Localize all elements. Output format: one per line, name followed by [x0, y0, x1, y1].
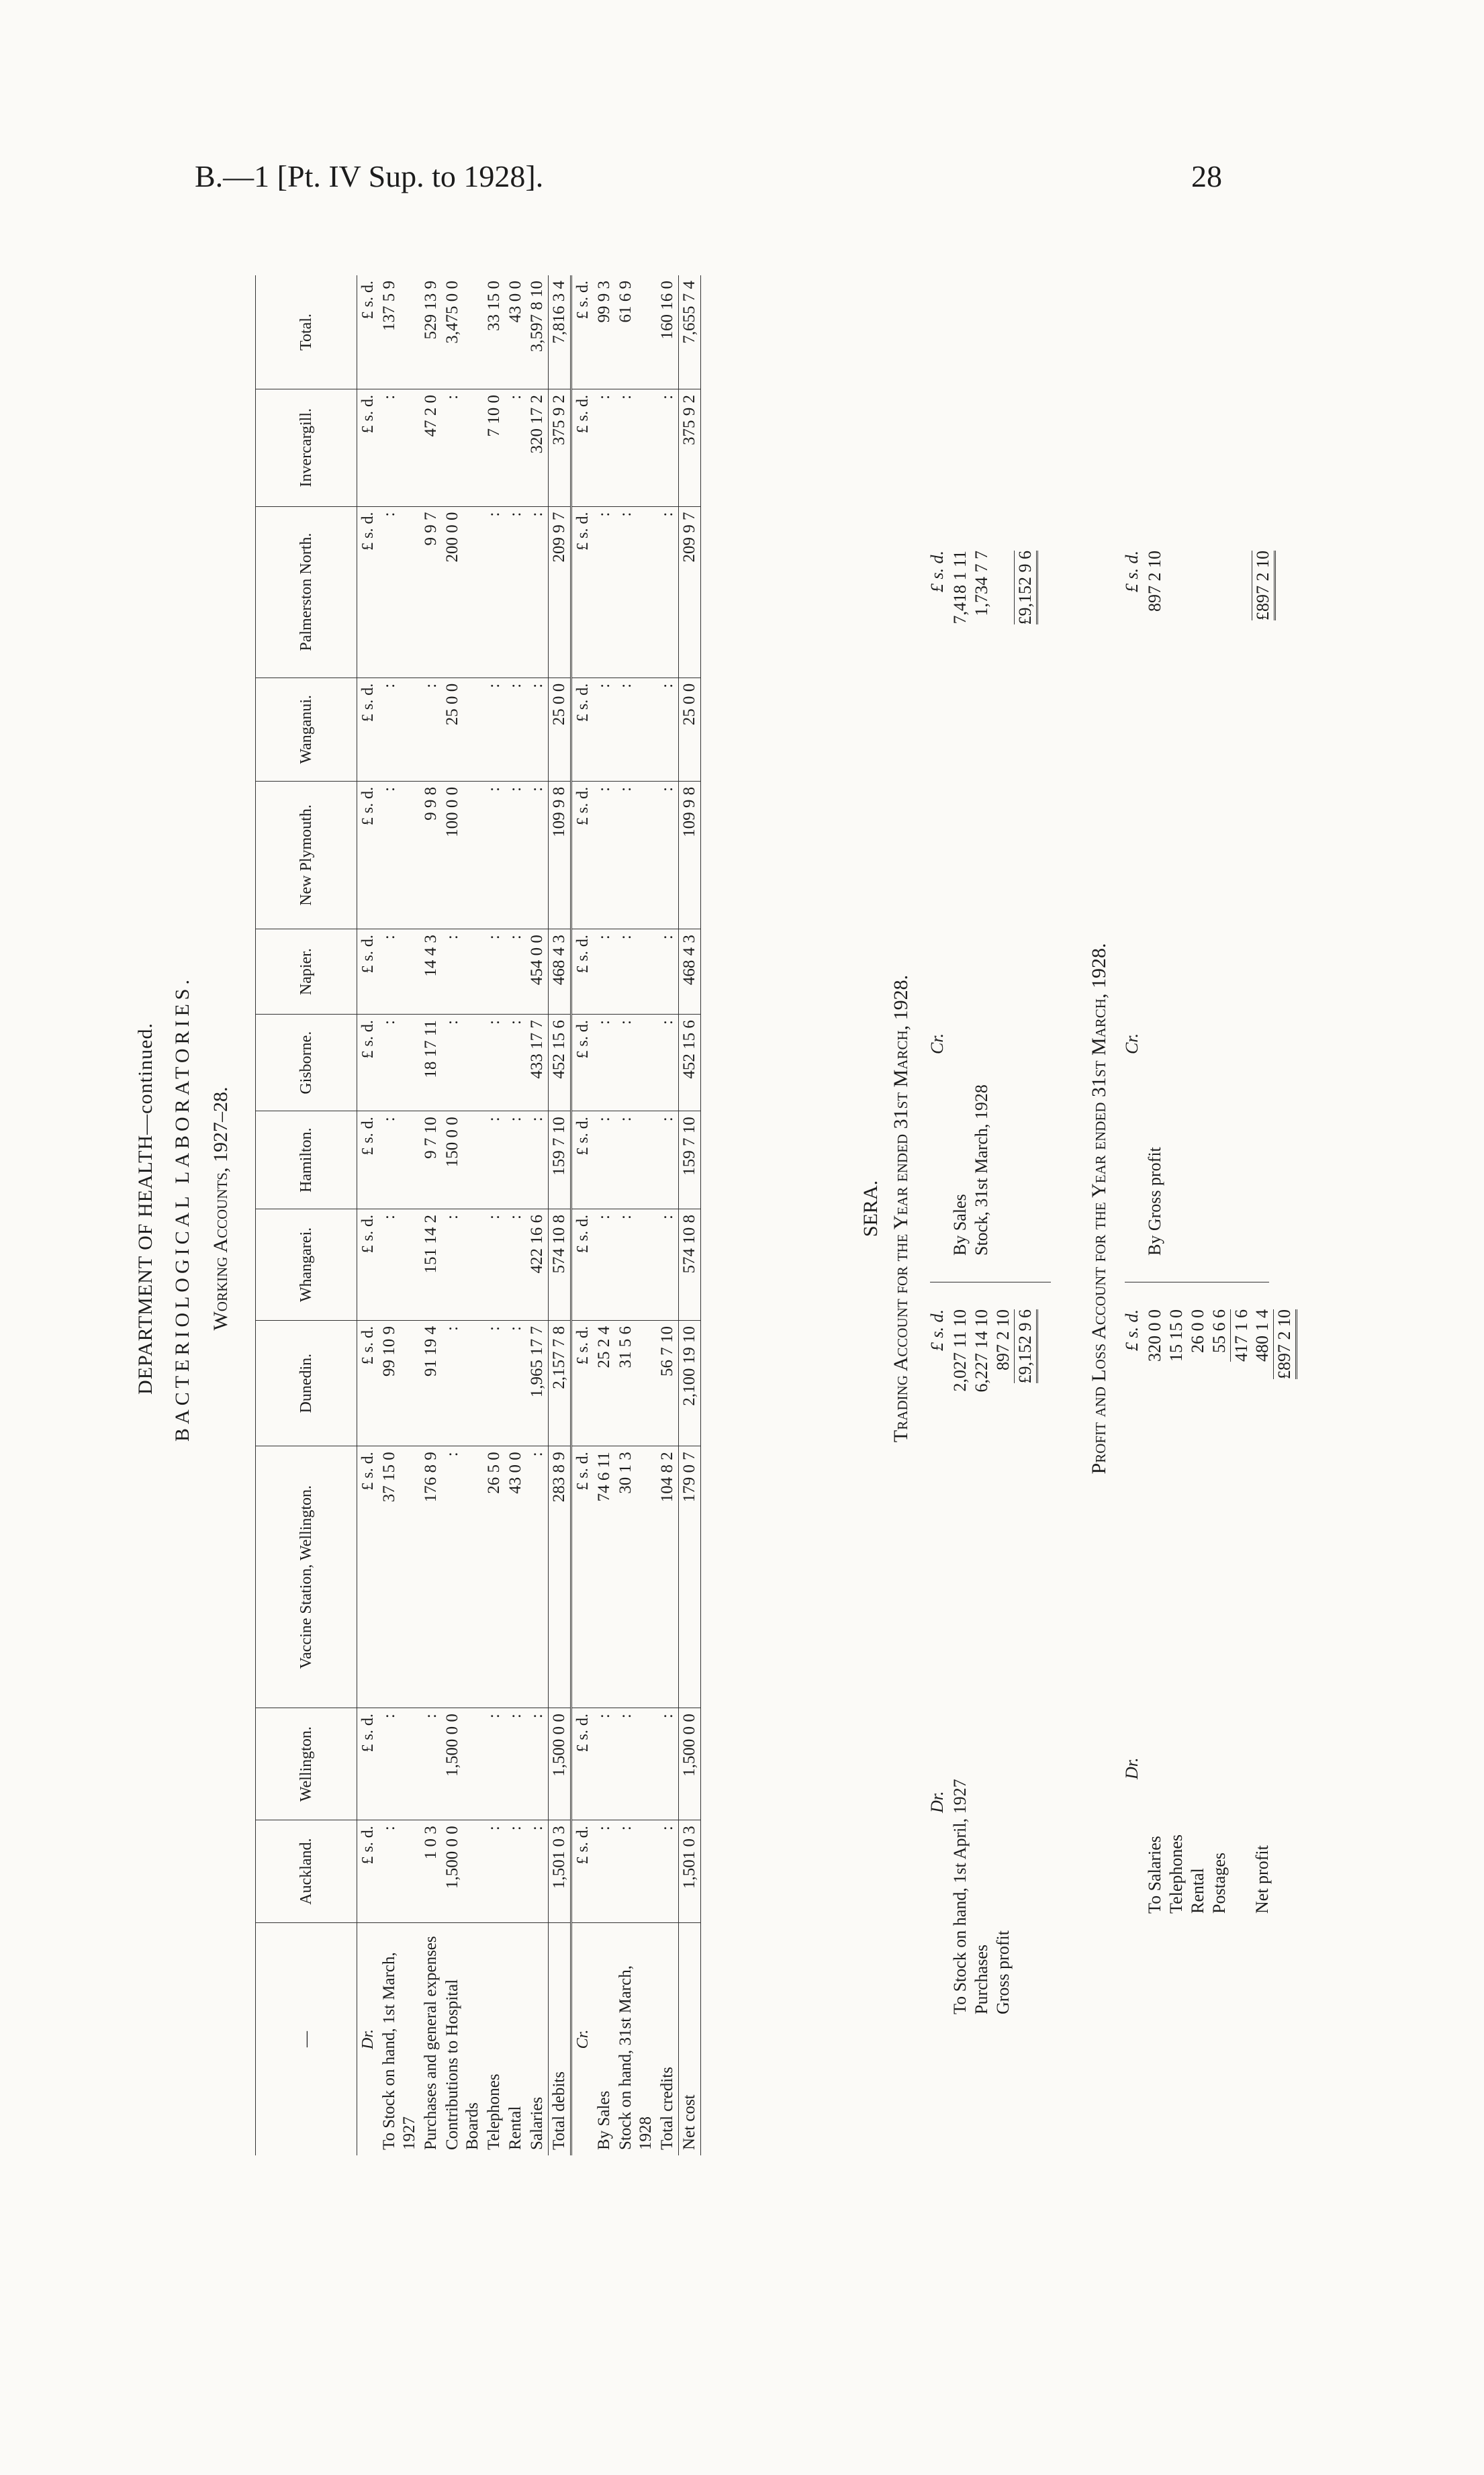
table-cell: :	[505, 1111, 526, 1209]
row-label: Net cost	[679, 1923, 701, 2156]
account-line-label: Rental	[1188, 1868, 1207, 1914]
trading-dr-label: Dr.	[927, 1791, 947, 1813]
account-line	[949, 551, 971, 1256]
table-cell: :	[420, 678, 442, 781]
table-cell: :	[594, 1209, 615, 1321]
table-row	[571, 275, 594, 2155]
pl-dr-subtotal: 417 1 6	[1232, 1309, 1251, 1362]
table-cell: :	[442, 1209, 483, 1321]
table-cell: 375 9 2	[679, 389, 701, 506]
table-cell: 100 0 0	[442, 781, 483, 929]
table-cell: :	[379, 389, 420, 506]
table-cell: £ s. d.	[357, 1111, 379, 1209]
row-label: Contributions to Hospital Boards	[443, 1979, 481, 2150]
table-cell: :	[594, 1708, 615, 1820]
table-cell: 3,597 8 10	[526, 275, 549, 389]
table-cell: :	[442, 1320, 483, 1446]
table-cell: 18 17 11	[420, 1015, 442, 1111]
table-cell: £ s. d.	[571, 929, 594, 1015]
table-cell: £ s. d.	[357, 929, 379, 1015]
table-cell: :	[483, 1111, 505, 1209]
table-cell: :	[526, 1446, 549, 1708]
row-label: Total credits	[658, 2067, 676, 2150]
table-row	[549, 275, 571, 2155]
table-cell: 14 4 3	[420, 929, 442, 1015]
column-header: Invercargill.	[256, 389, 357, 506]
table-cell: :	[379, 1708, 420, 1820]
column-header: Hamilton.	[256, 1111, 357, 1209]
table-cell: :	[594, 678, 615, 781]
table-cell: 30 1 3	[615, 1446, 657, 1708]
table-cell: 1,965 17 7	[526, 1320, 549, 1446]
table-cell: 176 8 9	[420, 1446, 442, 1708]
table-header-row	[256, 275, 357, 2155]
table-cell: :	[526, 506, 549, 678]
row-label: Rental	[506, 2106, 524, 2150]
column-header: Dunedin.	[256, 1320, 357, 1446]
table-cell: £ s. d.	[571, 678, 594, 781]
table-cell: £ s. d.	[571, 389, 594, 506]
table-cell: :	[379, 506, 420, 678]
row-label: Cr.	[574, 2029, 592, 2049]
trading-dr-total: £9,152 9 6	[1014, 1309, 1038, 1384]
table-cell: :	[526, 1708, 549, 1820]
table-cell: :	[657, 1708, 679, 1820]
column-header: Total.	[256, 275, 357, 389]
table-cell: :	[505, 1820, 526, 1923]
trading-cr-total: £9,152 9 6	[1014, 551, 1038, 625]
table-cell: 31 5 6	[615, 1320, 657, 1446]
pl-net-profit-label: Net profit	[1252, 1845, 1272, 1914]
table-cell: 43 0 0	[505, 275, 526, 389]
table-cell: :	[615, 678, 657, 781]
table-cell: 25 0 0	[549, 678, 571, 781]
document-reference: B.—1 [Pt. IV Sup. to 1928].	[195, 159, 544, 193]
pl-cr-label: Cr.	[1122, 1033, 1142, 1054]
table-cell: 209 9 7	[549, 506, 571, 678]
table-cell: 104 8 2	[657, 1446, 679, 1708]
account-line	[1166, 1309, 1187, 1914]
column-header: Whangarei.	[256, 1209, 357, 1321]
table-cell: 56 7 10	[657, 1320, 679, 1446]
table-row	[442, 275, 483, 2155]
table-cell: :	[657, 929, 679, 1015]
table-cell: 7 10 0	[483, 389, 505, 506]
table-cell: 159 7 10	[549, 1111, 571, 1209]
table-cell: £ s. d.	[357, 506, 379, 678]
table-cell: 574 10 8	[679, 1209, 701, 1321]
table-cell: 320 17 2	[526, 389, 549, 506]
table-cell: :	[505, 1209, 526, 1321]
table-cell: 375 9 2	[549, 389, 571, 506]
table-cell: :	[505, 678, 526, 781]
row-label: Telephones	[485, 2073, 503, 2150]
table-cell: £ s. d.	[357, 1446, 379, 1708]
table-cell: :	[442, 1446, 483, 1708]
table-cell: :	[594, 506, 615, 678]
account-line-amount: 897 2 10	[993, 1309, 1013, 1370]
table-row	[594, 275, 615, 2155]
pl-dr-side	[1121, 1309, 1295, 1914]
account-line-label: To Salaries	[1145, 1836, 1164, 1914]
table-cell: £ s. d.	[357, 275, 379, 389]
table-row	[483, 275, 505, 2155]
table-cell: :	[483, 781, 505, 929]
table-cell: £ s. d.	[357, 389, 379, 506]
table-cell: 2,157 7 8	[549, 1320, 571, 1446]
table-cell: :	[615, 389, 657, 506]
table-cell: £ s. d.	[571, 1111, 594, 1209]
table-row	[505, 275, 526, 2155]
rotated-page-content	[134, 235, 1294, 2182]
column-header: Wanganui.	[256, 678, 357, 781]
pl-cr-total: £897 2 10	[1252, 551, 1276, 620]
table-cell: :	[442, 389, 483, 506]
account-line	[1209, 1309, 1230, 1914]
account-line	[1144, 1309, 1166, 1914]
table-cell: :	[615, 506, 657, 678]
table-cell: 454 0 0	[526, 929, 549, 1015]
table-cell: £ s. d.	[357, 1320, 379, 1446]
table-cell: £ s. d.	[571, 1320, 594, 1446]
column-header: Auckland.	[256, 1820, 357, 1923]
account-line	[1144, 551, 1166, 1256]
table-cell: :	[483, 1209, 505, 1321]
pl-net-profit: 480 1 4	[1252, 1309, 1272, 1362]
table-cell: :	[615, 929, 657, 1015]
column-header: New Plymouth.	[256, 781, 357, 929]
table-cell: £ s. d.	[571, 1209, 594, 1321]
table-cell: 9 9 8	[420, 781, 442, 929]
laboratories-title: BACTERIOLOGICAL LABORATORIES.	[171, 976, 193, 1442]
table-cell: 137 5 9	[379, 275, 420, 389]
table-cell: 37 15 0	[379, 1446, 420, 1708]
table-cell: :	[526, 678, 549, 781]
table-cell: :	[526, 1820, 549, 1923]
table-cell: 25 2 4	[594, 1320, 615, 1446]
account-line-amount: 26 0 0	[1188, 1309, 1207, 1353]
table-cell: 2,100 19 10	[679, 1320, 701, 1446]
table-cell: :	[505, 506, 526, 678]
table-cell: :	[483, 1820, 505, 1923]
table-cell: :	[505, 929, 526, 1015]
row-label: By Sales	[595, 2090, 613, 2150]
column-header-blank: —	[256, 1923, 357, 2156]
account-line	[971, 1309, 992, 2014]
table-cell: :	[594, 929, 615, 1015]
page-header	[195, 158, 1296, 205]
column-header: Vaccine Station, Wellington.	[256, 1446, 357, 1708]
page-number: 28	[1191, 159, 1222, 193]
table-cell: 1,501 0 3	[549, 1820, 571, 1923]
table-cell: :	[379, 1820, 420, 1923]
table-cell: 422 16 6	[526, 1209, 549, 1321]
table-cell: 33 15 0	[483, 275, 505, 389]
table-cell: 283 8 9	[549, 1446, 571, 1708]
table-cell: 1,500 0 0	[679, 1708, 701, 1820]
table-cell: :	[442, 1015, 483, 1111]
table-cell: :	[379, 678, 420, 781]
table-cell: :	[594, 1015, 615, 1111]
table-cell: 452 15 6	[549, 1015, 571, 1111]
table-cell: £ s. d.	[357, 678, 379, 781]
trading-account-title: Trading Account for the Year ended 31st March, 1928.	[890, 974, 912, 1443]
table-cell: 47 2 0	[420, 389, 442, 506]
pl-dr-label: Dr.	[1122, 1757, 1142, 1779]
working-accounts-body	[357, 275, 701, 2155]
table-cell: :	[657, 1820, 679, 1923]
table-cell: 91 19 4	[420, 1320, 442, 1446]
account-line	[971, 551, 992, 1256]
working-accounts-table	[255, 275, 701, 2155]
account-line-label: Postages	[1209, 1853, 1229, 1914]
account-line-amount: 320 0 0	[1145, 1309, 1164, 1362]
table-cell: :	[615, 1209, 657, 1321]
table-row	[679, 275, 701, 2155]
table-cell: 3,475 0 0	[442, 275, 483, 389]
table-cell: £ s. d.	[571, 1820, 594, 1923]
table-cell: 109 9 8	[549, 781, 571, 929]
table-cell: 574 10 8	[549, 1209, 571, 1321]
table-cell: 179 0 7	[679, 1446, 701, 1708]
table-row	[615, 275, 657, 2155]
account-line-amount: 6,227 14 10	[972, 1309, 991, 1393]
pl-cr-side	[1121, 551, 1273, 1256]
table-cell: 99 9 3	[594, 275, 615, 389]
trading-cr-side	[927, 551, 1035, 1256]
table-cell: £ s. d.	[357, 1015, 379, 1111]
row-label: Stock on hand, 31st March, 1928	[616, 1965, 655, 2150]
table-row	[420, 275, 442, 2155]
table-cell: £ s. d.	[357, 1820, 379, 1923]
table-cell: :	[483, 1015, 505, 1111]
table-cell: :	[483, 1320, 505, 1446]
table-cell: 25 0 0	[679, 678, 701, 781]
trading-cr-label: Cr.	[927, 1033, 947, 1054]
table-cell: 452 15 6	[679, 1015, 701, 1111]
table-cell: :	[379, 1015, 420, 1111]
table-cell: :	[505, 1708, 526, 1820]
working-accounts-title: Working Accounts, 1927–28.	[210, 1086, 232, 1331]
table-cell: 25 0 0	[442, 678, 483, 781]
row-label: Total debits	[549, 1923, 571, 2156]
table-cell: 150 0 0	[442, 1111, 483, 1209]
table-cell: 61 6 9	[615, 275, 657, 389]
table-cell: :	[615, 1820, 657, 1923]
account-line-label: Purchases	[972, 1945, 991, 2014]
table-cell: 9 9 7	[420, 506, 442, 678]
account-line-amount: 2,027 11 10	[950, 1309, 970, 1392]
account-line-amount: 15 15 0	[1166, 1309, 1186, 1362]
account-line-amount: 7,418 1 11	[950, 551, 970, 624]
table-cell: £ s. d.	[357, 781, 379, 929]
table-cell: £ s. d.	[571, 1446, 594, 1708]
trading-cr-units: £ s. d.	[927, 551, 947, 593]
column-header: Wellington.	[256, 1708, 357, 1820]
table-cell: :	[594, 781, 615, 929]
table-cell: :	[615, 1111, 657, 1209]
table-cell: :	[526, 781, 549, 929]
table-cell: 43 0 0	[505, 1446, 526, 1708]
table-cell: £ s. d.	[357, 1209, 379, 1321]
table-cell: £ s. d.	[357, 1708, 379, 1820]
table-cell: :	[615, 1708, 657, 1820]
table-cell: :	[657, 678, 679, 781]
column-header: Napier.	[256, 929, 357, 1015]
table-cell: :	[615, 781, 657, 929]
table-cell: :	[483, 506, 505, 678]
table-cell: 99 10 9	[379, 1320, 420, 1446]
row-label: Salaries	[528, 2096, 546, 2150]
account-line-label: By Sales	[950, 1194, 970, 1256]
table-cell: :	[615, 1015, 657, 1111]
table-cell: 159 7 10	[679, 1111, 701, 1209]
table-cell: £ s. d.	[571, 781, 594, 929]
table-row	[657, 275, 679, 2155]
table-cell: :	[505, 389, 526, 506]
table-cell: £ s. d.	[571, 1015, 594, 1111]
account-line-label: By Gross profit	[1145, 1147, 1164, 1256]
table-cell: :	[442, 929, 483, 1015]
table-cell: 7,655 7 4	[679, 275, 701, 389]
table-cell: :	[483, 929, 505, 1015]
trading-dr-side	[927, 1309, 1035, 2014]
account-line-label: Stock, 31st March, 1928	[972, 1084, 991, 1256]
table-cell: :	[483, 678, 505, 781]
table-cell: :	[657, 389, 679, 506]
pl-cr-units: £ s. d.	[1122, 551, 1142, 593]
account-line-label: Gross profit	[993, 1930, 1013, 2014]
table-cell: 468 4 3	[679, 929, 701, 1015]
account-line-amount: 1,734 7 7	[972, 551, 991, 616]
account-line	[949, 1309, 971, 2014]
table-cell: :	[379, 781, 420, 929]
table-cell: 1,500 0 0	[442, 1820, 483, 1923]
table-row	[526, 275, 549, 2155]
column-header: Gisborne.	[256, 1015, 357, 1111]
table-cell: £ s. d.	[571, 275, 594, 389]
table-cell: :	[657, 1111, 679, 1209]
trading-dr-units: £ s. d.	[927, 1309, 947, 1352]
table-cell: :	[594, 1820, 615, 1923]
table-cell: 9 7 10	[420, 1111, 442, 1209]
pl-dr-total: £897 2 10	[1273, 1309, 1297, 1379]
department-title: DEPARTMENT OF HEALTH—continued.	[134, 1023, 156, 1395]
table-cell: :	[379, 1111, 420, 1209]
table-cell: £ s. d.	[571, 506, 594, 678]
account-line-amount: 897 2 10	[1145, 551, 1164, 612]
table-cell: 209 9 7	[679, 506, 701, 678]
table-cell: 200 0 0	[442, 506, 483, 678]
table-cell: :	[657, 781, 679, 929]
table-cell: :	[420, 1708, 442, 1820]
table-cell: 1,501 0 3	[679, 1820, 701, 1923]
row-label: To Stock on hand, 1st March, 1927	[380, 1952, 418, 2150]
table-row	[357, 275, 379, 2155]
row-label: Purchases and general expenses	[422, 1936, 440, 2150]
table-cell: 1,500 0 0	[442, 1708, 483, 1820]
table-cell: :	[526, 1111, 549, 1209]
table-cell: :	[505, 1320, 526, 1446]
profit-loss-title: Profit and Loss Account for the Year ended 31st March, 1928.	[1088, 943, 1110, 1475]
table-cell: 1 0 3	[420, 1820, 442, 1923]
table-cell: 160 16 0	[657, 275, 679, 389]
row-label: Dr.	[359, 2029, 377, 2050]
table-cell: 1,500 0 0	[549, 1708, 571, 1820]
table-cell: :	[379, 1209, 420, 1321]
table-cell: 7,816 3 4	[549, 275, 571, 389]
table-cell: :	[505, 781, 526, 929]
table-cell: 151 14 2	[420, 1209, 442, 1321]
table-cell: £ s. d.	[571, 1708, 594, 1820]
table-cell: :	[594, 1111, 615, 1209]
account-line	[1187, 1309, 1209, 1914]
table-cell: :	[657, 1209, 679, 1321]
column-header: Palmerston North.	[256, 506, 357, 678]
table-cell: :	[379, 929, 420, 1015]
account-line	[992, 1309, 1014, 2014]
table-row	[379, 275, 420, 2155]
table-cell: :	[483, 1708, 505, 1820]
sera-heading: SERA.	[860, 1180, 882, 1238]
account-line-label: Telephones	[1166, 1834, 1186, 1914]
pl-dr-units: £ s. d.	[1122, 1309, 1142, 1352]
table-cell: 468 4 3	[549, 929, 571, 1015]
table-cell: :	[505, 1015, 526, 1111]
table-cell: 26 5 0	[483, 1446, 505, 1708]
table-cell: :	[657, 506, 679, 678]
table-cell: 529 13 9	[420, 275, 442, 389]
table-cell: 109 9 8	[679, 781, 701, 929]
table-cell: :	[657, 1015, 679, 1111]
table-cell: :	[594, 389, 615, 506]
table-cell: 433 17 7	[526, 1015, 549, 1111]
account-line-amount: 55 6 6	[1209, 1309, 1229, 1353]
table-cell: 74 6 11	[594, 1446, 615, 1708]
account-line-label: To Stock on hand, 1st April, 1927	[950, 1779, 970, 2014]
